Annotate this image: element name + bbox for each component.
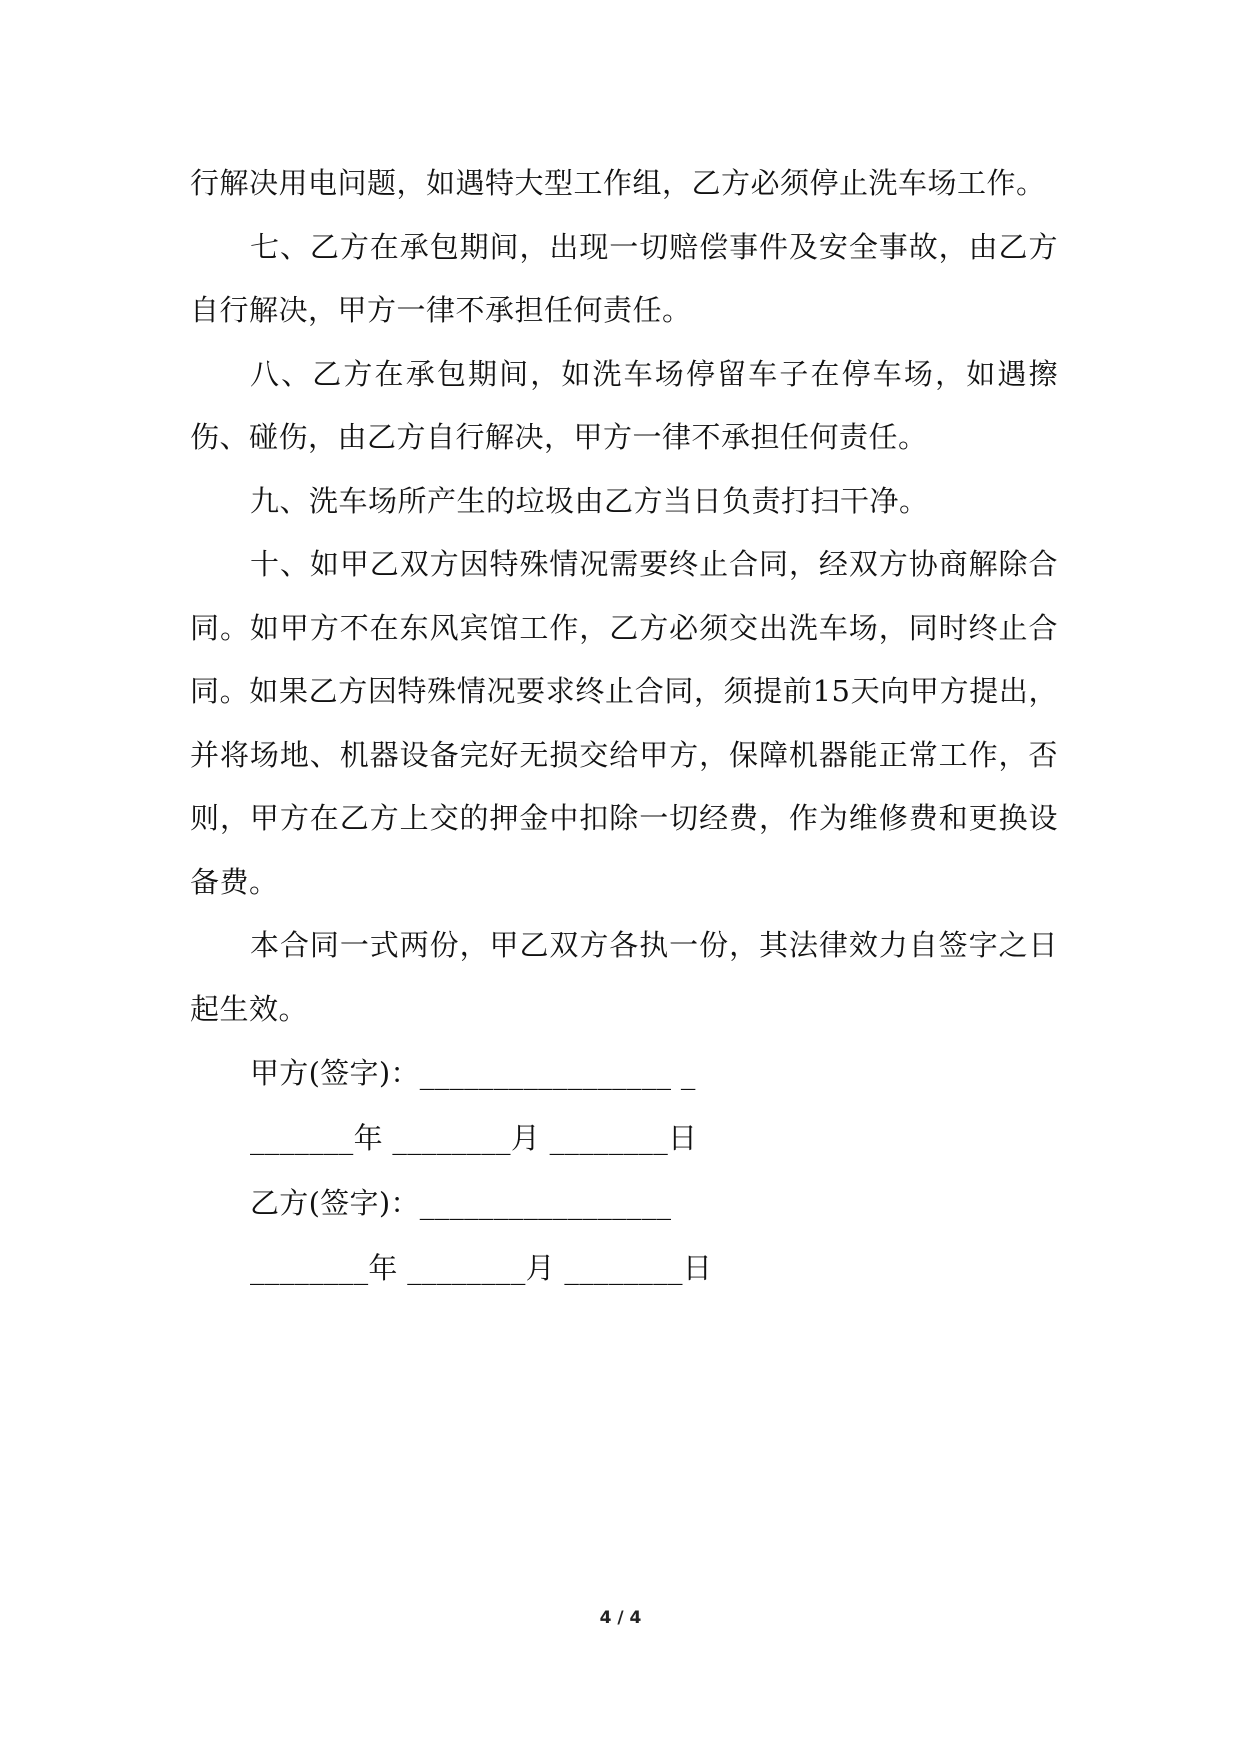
page-number: 4 / 4 xyxy=(599,1608,642,1628)
closing-clause: 本合同一式两份，甲乙双方各执一份，其法律效力自签字之日起生效。 xyxy=(190,928,1058,1026)
signature-block xyxy=(190,1041,1058,1301)
clause-9: 九、洗车场所产生的垃圾由乙方当日负责打扫干净。 xyxy=(250,483,929,518)
paragraph-continuation: 行解决用电问题，如遇特大型工作组，乙方必须停止洗车场工作。 xyxy=(190,166,1046,200)
clause-7: 七、乙方在承包期间，出现一切赔偿事件及安全事故，由乙方自行解决，甲方一律不承担任何责任。 xyxy=(190,229,1058,327)
party-a-signature-line: 甲方(签字)：_________________ _ xyxy=(250,1056,696,1090)
clause-8: 八、乙方在承包期间，如洗车场停留车子在停车场，如遇擦伤、碰伤，由乙方自行解决，甲方一律不承担任何责任。 xyxy=(190,356,1058,454)
contract-body xyxy=(190,152,1058,1301)
clause-10: 十、如甲乙双方因特殊情况需要终止合同，经双方协商解除合同。如甲方不在东风宾馆工作，乙方必须交出洗车场，同时终止合同。如果乙方因特殊情况要求终止合同，须提前15天向甲方提出，并将场地、机器设备完好无损交给甲方，保障机器能正常工作，否则，甲方在乙方上交的押金中扣除一切经费，作为维修费和更换设备费。 xyxy=(190,547,1058,899)
party-b-signature-line: 乙方(签字)：_________________ xyxy=(250,1186,672,1220)
party-a-date-line: _______年 ________月 ________日 xyxy=(250,1121,698,1155)
party-b-date-line: ________年 ________月 ________日 xyxy=(250,1251,713,1285)
